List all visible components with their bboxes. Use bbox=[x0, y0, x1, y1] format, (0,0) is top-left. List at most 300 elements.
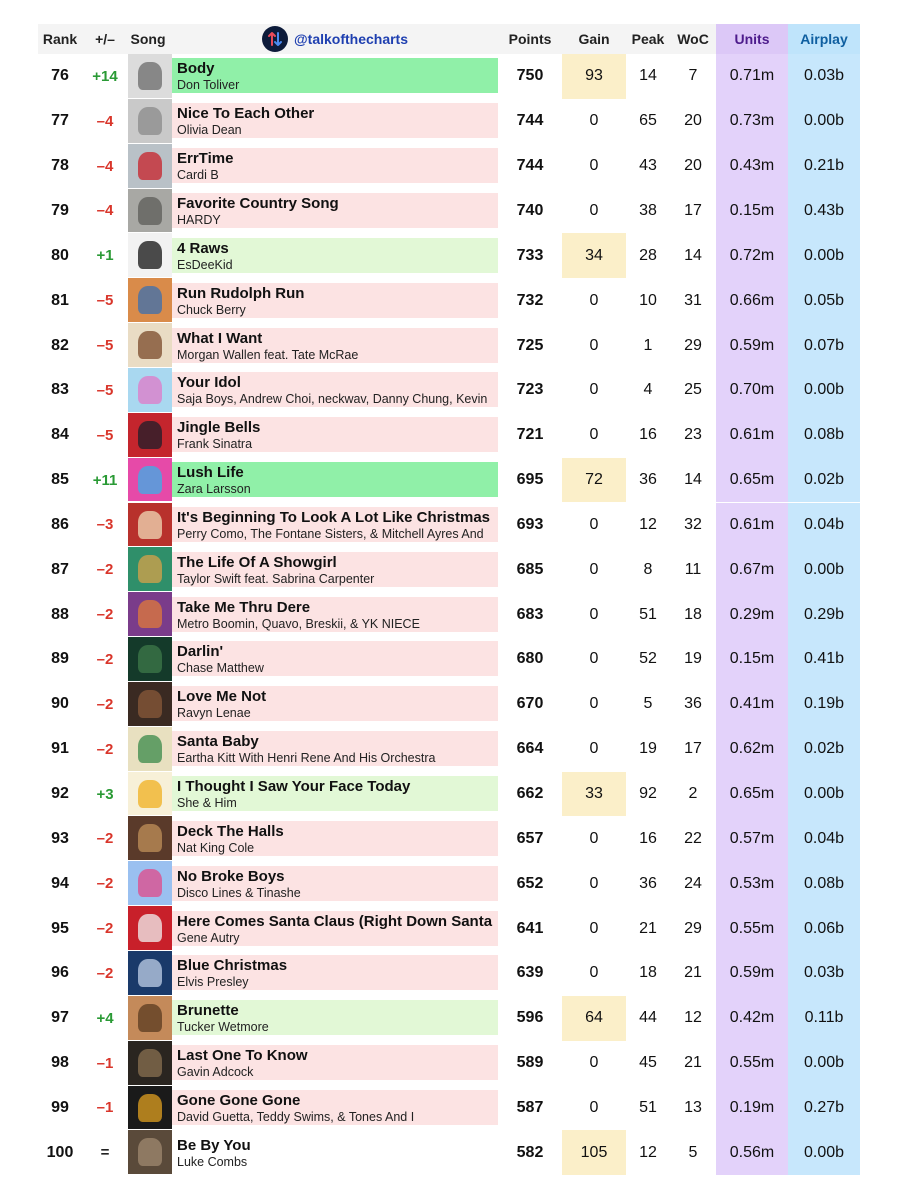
airplay-cell: 0.21b bbox=[788, 144, 860, 189]
song-info bbox=[172, 1090, 498, 1126]
peak-cell: 10 bbox=[639, 291, 657, 309]
song-info bbox=[172, 866, 498, 902]
song-artist: Gene Autry bbox=[177, 930, 240, 945]
table-row[interactable] bbox=[38, 413, 860, 458]
change-cell: –2 bbox=[96, 606, 114, 624]
peak-cell: 1 bbox=[643, 336, 653, 354]
woc-cell: 21 bbox=[684, 1054, 702, 1072]
points-cell: 639 bbox=[516, 964, 544, 982]
album-art bbox=[128, 323, 172, 368]
peak-cell: 16 bbox=[639, 426, 657, 444]
song-cell[interactable] bbox=[128, 592, 498, 637]
rank-cell: 77 bbox=[51, 112, 69, 130]
table-row[interactable] bbox=[38, 189, 860, 234]
song-cell[interactable] bbox=[128, 368, 498, 413]
song-cell[interactable] bbox=[128, 772, 498, 817]
points-cell: 721 bbox=[516, 426, 544, 444]
points-cell: 582 bbox=[516, 1143, 544, 1161]
song-title: Nice To Each Other bbox=[177, 105, 315, 123]
header-song: Song bbox=[130, 31, 166, 47]
change-cell: +14 bbox=[92, 67, 118, 85]
airplay-cell: 0.41b bbox=[788, 637, 860, 682]
song-title: Be By You bbox=[177, 1136, 251, 1154]
song-cell[interactable] bbox=[128, 906, 498, 951]
change-cell: –5 bbox=[96, 337, 114, 355]
song-title: Body bbox=[177, 60, 215, 78]
airplay-cell: 0.04b bbox=[788, 816, 860, 861]
gain-cell: 0 bbox=[589, 919, 599, 937]
song-artist: Cardi B bbox=[177, 168, 219, 183]
song-artist: Zara Larsson bbox=[177, 482, 251, 497]
song-info bbox=[172, 597, 498, 633]
song-cell[interactable] bbox=[128, 458, 498, 503]
song-artist: Chase Matthew bbox=[177, 661, 264, 676]
table-row[interactable] bbox=[38, 233, 860, 278]
gain-cell: 0 bbox=[589, 157, 599, 175]
change-cell: –2 bbox=[96, 964, 114, 982]
table-row[interactable] bbox=[38, 99, 860, 144]
album-art bbox=[128, 458, 172, 503]
album-art bbox=[128, 816, 172, 861]
song-info bbox=[172, 1045, 498, 1081]
song-info bbox=[172, 731, 498, 767]
song-artist: Elvis Presley bbox=[177, 975, 249, 990]
points-cell: 664 bbox=[516, 740, 544, 758]
song-artist: Tucker Wetmore bbox=[177, 1020, 269, 1035]
header-peak: Peak bbox=[631, 31, 665, 47]
airplay-cell: 0.19b bbox=[788, 682, 860, 727]
song-cell[interactable] bbox=[128, 54, 498, 99]
table-row[interactable] bbox=[38, 503, 860, 548]
peak-cell: 92 bbox=[639, 785, 657, 803]
gain-cell: 0 bbox=[589, 112, 599, 130]
song-artist: Perry Como, The Fontane Sisters, & Mitchell Ayres And bbox=[177, 526, 484, 541]
peak-cell: 52 bbox=[639, 650, 657, 668]
units-cell: 0.65m bbox=[716, 458, 788, 503]
peak-cell: 36 bbox=[639, 874, 657, 892]
airplay-cell: 0.04b bbox=[788, 503, 860, 548]
table-row[interactable] bbox=[38, 458, 860, 503]
change-cell: –2 bbox=[96, 561, 114, 579]
peak-cell: 51 bbox=[639, 605, 657, 623]
airplay-cell: 0.07b bbox=[788, 323, 860, 368]
change-cell: –4 bbox=[96, 202, 114, 220]
points-cell: 662 bbox=[516, 785, 544, 803]
song-info bbox=[172, 148, 498, 184]
album-art bbox=[128, 413, 172, 458]
header-gain: Gain bbox=[578, 31, 610, 47]
song-title: No Broke Boys bbox=[177, 867, 285, 885]
change-cell: +11 bbox=[92, 471, 118, 489]
song-info bbox=[172, 507, 498, 543]
album-art bbox=[128, 144, 172, 189]
song-artist: Eartha Kitt With Henri Rene And His Orchestra bbox=[177, 751, 436, 766]
header-points: Points bbox=[508, 31, 552, 47]
units-cell: 0.53m bbox=[716, 861, 788, 906]
album-art bbox=[128, 278, 172, 323]
gain-cell: 0 bbox=[589, 829, 599, 847]
song-cell[interactable] bbox=[128, 1041, 498, 1086]
album-art bbox=[128, 1086, 172, 1131]
song-artist: Chuck Berry bbox=[177, 302, 246, 317]
album-art bbox=[128, 861, 172, 906]
table-row[interactable] bbox=[38, 1086, 860, 1131]
peak-cell: 5 bbox=[643, 695, 653, 713]
song-cell[interactable] bbox=[128, 1130, 498, 1175]
peak-cell: 18 bbox=[639, 964, 657, 982]
gain-cell: 64 bbox=[562, 996, 626, 1041]
album-art bbox=[128, 996, 172, 1041]
table-row[interactable] bbox=[38, 547, 860, 592]
gain-cell: 93 bbox=[562, 54, 626, 99]
units-cell: 0.15m bbox=[716, 637, 788, 682]
airplay-cell: 0.08b bbox=[788, 413, 860, 458]
song-info bbox=[172, 238, 498, 274]
change-cell: +3 bbox=[96, 785, 114, 803]
units-cell: 0.42m bbox=[716, 996, 788, 1041]
airplay-cell: 0.00b bbox=[788, 772, 860, 817]
rank-cell: 98 bbox=[51, 1054, 69, 1072]
gain-cell: 0 bbox=[589, 695, 599, 713]
woc-cell: 11 bbox=[684, 560, 702, 578]
woc-cell: 32 bbox=[684, 515, 702, 533]
peak-cell: 16 bbox=[639, 829, 657, 847]
album-art bbox=[128, 772, 172, 817]
album-art bbox=[128, 1130, 172, 1175]
peak-cell: 36 bbox=[639, 471, 657, 489]
rank-cell: 80 bbox=[51, 246, 69, 264]
song-cell[interactable] bbox=[128, 278, 498, 323]
units-cell: 0.59m bbox=[716, 323, 788, 368]
song-artist: Gavin Adcock bbox=[177, 1065, 254, 1080]
rank-cell: 76 bbox=[51, 67, 69, 85]
song-info bbox=[172, 552, 498, 588]
airplay-cell: 0.00b bbox=[788, 233, 860, 278]
song-cell[interactable] bbox=[128, 1086, 498, 1131]
units-cell: 0.57m bbox=[716, 816, 788, 861]
rank-cell: 83 bbox=[51, 381, 69, 399]
song-title: I Thought I Saw Your Face Today bbox=[177, 778, 411, 796]
gain-cell: 0 bbox=[589, 1054, 599, 1072]
song-title: Love Me Not bbox=[177, 688, 267, 706]
song-title: ErrTime bbox=[177, 150, 234, 168]
rank-cell: 92 bbox=[51, 785, 69, 803]
song-artist: Luke Combs bbox=[177, 1154, 248, 1169]
airplay-cell: 0.05b bbox=[788, 278, 860, 323]
song-title: Favorite Country Song bbox=[177, 194, 339, 212]
points-cell: 589 bbox=[516, 1054, 544, 1072]
header-units: Units bbox=[716, 24, 788, 54]
song-artist: Don Toliver bbox=[177, 78, 240, 93]
song-cell[interactable] bbox=[128, 144, 498, 189]
song-title: Run Rudolph Run bbox=[177, 284, 305, 302]
units-cell: 0.55m bbox=[716, 1041, 788, 1086]
song-title: Lush Life bbox=[177, 464, 244, 482]
points-cell: 723 bbox=[516, 381, 544, 399]
peak-cell: 21 bbox=[639, 919, 657, 937]
woc-cell: 19 bbox=[684, 650, 702, 668]
song-artist: Nat King Cole bbox=[177, 840, 255, 855]
rank-cell: 95 bbox=[51, 919, 69, 937]
points-cell: 680 bbox=[516, 650, 544, 668]
airplay-cell: 0.02b bbox=[788, 727, 860, 772]
song-artist: Metro Boomin, Quavo, Breskii, & YK NIECE bbox=[177, 616, 420, 631]
song-title: Last One To Know bbox=[177, 1047, 308, 1065]
points-cell: 725 bbox=[516, 336, 544, 354]
song-info bbox=[172, 193, 498, 229]
table-row[interactable] bbox=[38, 906, 860, 951]
points-cell: 670 bbox=[516, 695, 544, 713]
song-info bbox=[172, 1135, 498, 1171]
gain-cell: 33 bbox=[562, 772, 626, 817]
album-art bbox=[128, 951, 172, 996]
rank-cell: 93 bbox=[51, 829, 69, 847]
woc-cell: 25 bbox=[684, 381, 702, 399]
peak-cell: 45 bbox=[639, 1054, 657, 1072]
rank-cell: 78 bbox=[51, 157, 69, 175]
table-row[interactable] bbox=[38, 323, 860, 368]
song-info bbox=[172, 776, 498, 812]
song-info bbox=[172, 911, 498, 947]
gain-cell: 0 bbox=[589, 426, 599, 444]
table-row[interactable] bbox=[38, 592, 860, 637]
up-down-arrows-icon bbox=[262, 26, 288, 52]
album-art bbox=[128, 233, 172, 278]
rank-cell: 90 bbox=[51, 695, 69, 713]
song-cell[interactable] bbox=[128, 413, 498, 458]
points-cell: 657 bbox=[516, 829, 544, 847]
table-row[interactable] bbox=[38, 278, 860, 323]
rank-cell: 79 bbox=[51, 201, 69, 219]
album-art bbox=[128, 592, 172, 637]
peak-cell: 38 bbox=[639, 201, 657, 219]
peak-cell: 8 bbox=[643, 560, 653, 578]
rank-cell: 94 bbox=[51, 874, 69, 892]
peak-cell: 51 bbox=[639, 1098, 657, 1116]
song-cell[interactable] bbox=[128, 816, 498, 861]
rank-cell: 97 bbox=[51, 1009, 69, 1027]
points-cell: 732 bbox=[516, 291, 544, 309]
units-cell: 0.72m bbox=[716, 233, 788, 278]
gain-cell: 34 bbox=[562, 233, 626, 278]
table-row[interactable] bbox=[38, 682, 860, 727]
song-artist: Disco Lines & Tinashe bbox=[177, 885, 301, 900]
song-cell[interactable] bbox=[128, 996, 498, 1041]
units-cell: 0.15m bbox=[716, 189, 788, 234]
points-cell: 695 bbox=[516, 471, 544, 489]
peak-cell: 44 bbox=[639, 1009, 657, 1027]
peak-cell: 43 bbox=[639, 157, 657, 175]
points-cell: 683 bbox=[516, 605, 544, 623]
song-title: Your Idol bbox=[177, 374, 241, 392]
units-cell: 0.61m bbox=[716, 413, 788, 458]
album-art bbox=[128, 682, 172, 727]
song-cell[interactable] bbox=[128, 99, 498, 144]
song-info bbox=[172, 58, 498, 94]
change-cell: –2 bbox=[96, 920, 114, 938]
gain-cell: 0 bbox=[589, 740, 599, 758]
song-cell[interactable] bbox=[128, 503, 498, 548]
song-title: Take Me Thru Dere bbox=[177, 598, 311, 616]
points-cell: 744 bbox=[516, 157, 544, 175]
table-row[interactable] bbox=[38, 1130, 860, 1175]
woc-cell: 7 bbox=[688, 67, 698, 85]
album-art bbox=[128, 547, 172, 592]
table-row[interactable] bbox=[38, 368, 860, 413]
woc-cell: 29 bbox=[684, 919, 702, 937]
units-cell: 0.71m bbox=[716, 54, 788, 99]
album-art bbox=[128, 99, 172, 144]
units-cell: 0.65m bbox=[716, 772, 788, 817]
airplay-cell: 0.27b bbox=[788, 1086, 860, 1131]
song-cell[interactable] bbox=[128, 727, 498, 772]
points-cell: 744 bbox=[516, 112, 544, 130]
song-cell[interactable] bbox=[128, 637, 498, 682]
album-art bbox=[128, 54, 172, 99]
rank-cell: 85 bbox=[51, 471, 69, 489]
change-cell: –2 bbox=[96, 875, 114, 893]
gain-cell: 0 bbox=[589, 291, 599, 309]
song-artist: She & Him bbox=[177, 796, 237, 811]
rank-cell: 84 bbox=[51, 426, 69, 444]
table-row[interactable] bbox=[38, 637, 860, 682]
album-art bbox=[128, 503, 172, 548]
units-cell: 0.66m bbox=[716, 278, 788, 323]
song-info bbox=[172, 686, 498, 722]
rank-cell: 87 bbox=[51, 560, 69, 578]
gain-cell: 0 bbox=[589, 515, 599, 533]
song-title: Brunette bbox=[177, 1002, 239, 1020]
woc-cell: 13 bbox=[684, 1098, 702, 1116]
song-cell[interactable] bbox=[128, 323, 498, 368]
units-cell: 0.67m bbox=[716, 547, 788, 592]
rank-cell: 89 bbox=[51, 650, 69, 668]
change-cell: –2 bbox=[96, 695, 114, 713]
header-woc: WoC bbox=[677, 31, 709, 47]
change-cell: –5 bbox=[96, 292, 114, 310]
peak-cell: 12 bbox=[639, 515, 657, 533]
song-title: Jingle Bells bbox=[177, 419, 261, 437]
gain-cell: 0 bbox=[589, 381, 599, 399]
change-cell: –5 bbox=[96, 381, 114, 399]
airplay-cell: 0.11b bbox=[788, 996, 860, 1041]
table-row[interactable] bbox=[38, 996, 860, 1041]
brand-handle[interactable]: @talkofthecharts bbox=[294, 31, 409, 47]
song-title: Santa Baby bbox=[177, 733, 259, 751]
airplay-cell: 0.43b bbox=[788, 189, 860, 234]
song-cell[interactable] bbox=[128, 861, 498, 906]
change-cell: –4 bbox=[96, 157, 114, 175]
change-cell: = bbox=[100, 1144, 110, 1162]
album-art bbox=[128, 906, 172, 951]
airplay-cell: 0.29b bbox=[788, 592, 860, 637]
points-cell: 693 bbox=[516, 515, 544, 533]
song-artist: Saja Boys, Andrew Choi, neckwav, Danny Chung, Kevin bbox=[177, 392, 488, 407]
gain-cell: 105 bbox=[562, 1130, 626, 1175]
airplay-cell: 0.00b bbox=[788, 368, 860, 413]
airplay-cell: 0.08b bbox=[788, 861, 860, 906]
song-title: Deck The Halls bbox=[177, 822, 284, 840]
song-title: 4 Raws bbox=[177, 239, 229, 257]
brand[interactable] bbox=[262, 24, 408, 54]
table-row[interactable] bbox=[38, 54, 860, 99]
song-title: Blue Christmas bbox=[177, 957, 288, 975]
woc-cell: 22 bbox=[684, 829, 702, 847]
rank-cell: 100 bbox=[46, 1143, 74, 1161]
woc-cell: 20 bbox=[684, 157, 702, 175]
song-info bbox=[172, 641, 498, 677]
change-cell: –1 bbox=[96, 1054, 114, 1072]
woc-cell: 17 bbox=[684, 740, 702, 758]
woc-cell: 14 bbox=[684, 471, 702, 489]
points-cell: 587 bbox=[516, 1098, 544, 1116]
song-cell[interactable] bbox=[128, 547, 498, 592]
table-row[interactable] bbox=[38, 772, 860, 817]
woc-cell: 18 bbox=[684, 605, 702, 623]
peak-cell: 4 bbox=[643, 381, 653, 399]
units-cell: 0.59m bbox=[716, 951, 788, 996]
table-row[interactable] bbox=[38, 1041, 860, 1086]
song-title: What I Want bbox=[177, 329, 263, 347]
song-artist: Ravyn Lenae bbox=[177, 706, 251, 721]
airplay-cell: 0.00b bbox=[788, 547, 860, 592]
gain-cell: 0 bbox=[589, 336, 599, 354]
song-cell[interactable] bbox=[128, 189, 498, 234]
woc-cell: 21 bbox=[684, 964, 702, 982]
gain-cell: 0 bbox=[589, 650, 599, 668]
airplay-cell: 0.00b bbox=[788, 99, 860, 144]
change-cell: –5 bbox=[96, 426, 114, 444]
units-cell: 0.43m bbox=[716, 144, 788, 189]
woc-cell: 23 bbox=[684, 426, 702, 444]
table-row[interactable] bbox=[38, 951, 860, 996]
woc-cell: 29 bbox=[684, 336, 702, 354]
song-info bbox=[172, 1000, 498, 1036]
peak-cell: 19 bbox=[639, 740, 657, 758]
woc-cell: 12 bbox=[684, 1009, 702, 1027]
song-artist: Frank Sinatra bbox=[177, 437, 253, 452]
rank-cell: 99 bbox=[51, 1098, 69, 1116]
song-title: It's Beginning To Look A Lot Like Christmas bbox=[177, 508, 491, 526]
song-artist: HARDY bbox=[177, 212, 221, 227]
airplay-cell: 0.02b bbox=[788, 458, 860, 503]
table-row[interactable] bbox=[38, 861, 860, 906]
song-title: Gone Gone Gone bbox=[177, 1091, 301, 1109]
song-cell[interactable] bbox=[128, 233, 498, 278]
units-cell: 0.29m bbox=[716, 592, 788, 637]
woc-cell: 24 bbox=[684, 874, 702, 892]
table-row[interactable] bbox=[38, 727, 860, 772]
album-art bbox=[128, 368, 172, 413]
change-cell: –1 bbox=[96, 1099, 114, 1117]
gain-cell: 0 bbox=[589, 964, 599, 982]
table-row[interactable] bbox=[38, 816, 860, 861]
rank-cell: 88 bbox=[51, 605, 69, 623]
units-cell: 0.73m bbox=[716, 99, 788, 144]
change-cell: –2 bbox=[96, 650, 114, 668]
airplay-cell: 0.06b bbox=[788, 906, 860, 951]
rank-cell: 82 bbox=[51, 336, 69, 354]
song-cell[interactable] bbox=[128, 682, 498, 727]
song-cell[interactable] bbox=[128, 951, 498, 996]
woc-cell: 31 bbox=[684, 291, 702, 309]
woc-cell: 36 bbox=[684, 695, 702, 713]
points-cell: 596 bbox=[516, 1009, 544, 1027]
table-row[interactable] bbox=[38, 144, 860, 189]
song-title: The Life Of A Showgirl bbox=[177, 553, 337, 571]
rank-cell: 81 bbox=[51, 291, 69, 309]
points-cell: 641 bbox=[516, 919, 544, 937]
